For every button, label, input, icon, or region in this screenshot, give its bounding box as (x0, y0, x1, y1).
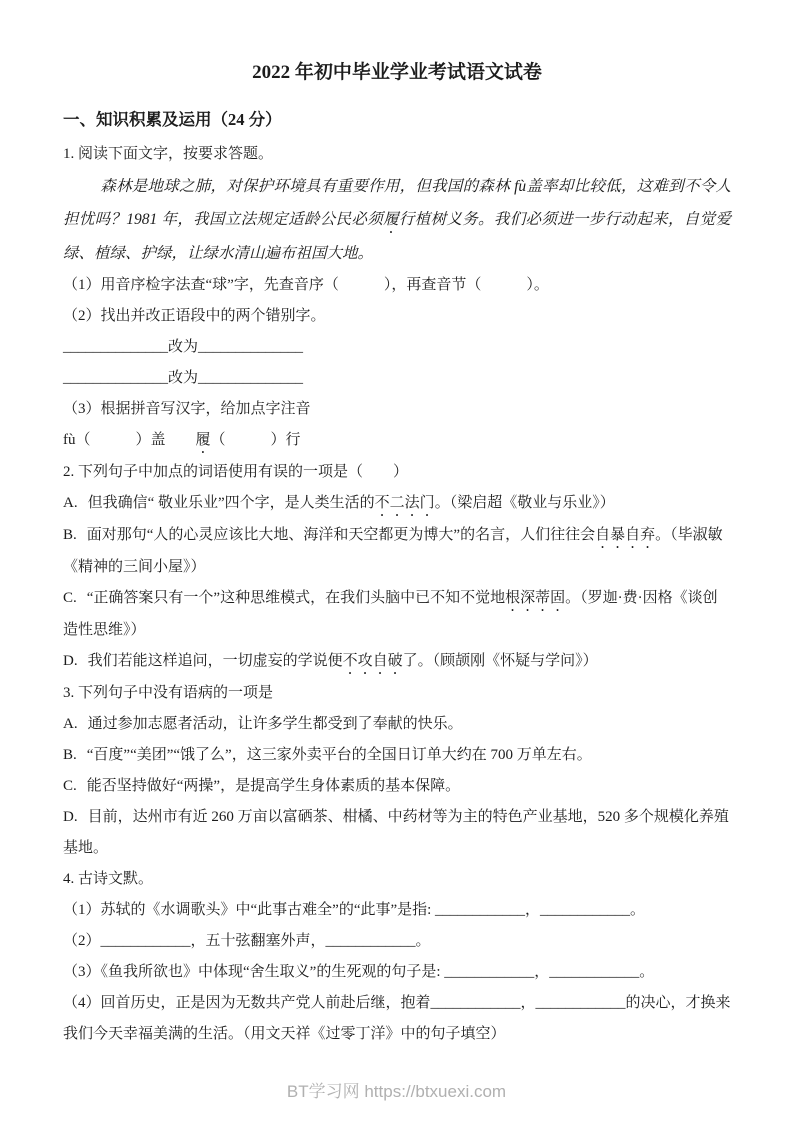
q3-option-b (63, 740, 731, 771)
q1-sub2: （2）找出并改正语段中的两个错别字。 (63, 308, 326, 324)
q2-option-d-pre: 我们若能这样追问，一切虚妄的学说便 (87, 653, 343, 669)
q1-passage-seg2: 行植树义务。我们必须进一步行动起来，自觉爱绿、植绿、护绿，让绿水清山遍布祖国大地。 (63, 211, 731, 262)
q2-option-a-emph: 不二法门 (374, 495, 435, 511)
q1-sub3: （3）根据拼音写汉字，给加点字注音 (63, 401, 311, 417)
q1-sub1: （1）用音序检字法查“球”字，先查音序（ ），再查音节（ ）。 (63, 277, 549, 293)
q2-option-b-post: 。（毕淑敏《精神的三间小屋》） (63, 527, 723, 575)
q2-option-b-label: B. (63, 527, 77, 543)
q1-blank-1b: ______________ (198, 339, 304, 355)
q2-option-a (63, 488, 731, 520)
q3-option-b-text: “百度”“美团”“饿了么”，这三家外卖平台的全国日订单大约在 700 万单左右。 (86, 747, 592, 763)
q3-option-c-label: C. (63, 778, 77, 794)
q1-pinyin-emphasized-char: 履 (195, 432, 211, 448)
q1-stem: 1. 阅读下面文字，按要求答题。 (63, 146, 274, 162)
exam-content (63, 58, 731, 1050)
q1-pinyin-seg1: fù（ ）盖 (63, 432, 196, 448)
q3-option-c (63, 771, 731, 802)
q1-pinyin-row (63, 425, 731, 457)
q3-option-d-text: 目前，达州市有近 260 万亩以富硒茶、柑橘、中药材等为主的特色产业基地，520 多个规模化养殖基地。 (63, 809, 729, 856)
q2-option-a-post: 。（梁启超《敬业与乐业》） (434, 495, 615, 511)
q3-option-d (63, 802, 731, 864)
q1-passage (63, 170, 731, 270)
q2-option-c-pre: “正确答案只有一个”这种思维模式，在我们头脑中已不知不觉地 (86, 590, 506, 606)
q2-option-c-emph: 根深蒂固 (505, 590, 566, 606)
section-heading: 一、知识积累及运用（24 分） (63, 110, 282, 129)
q3-option-a-text: 通过参加志愿者活动，让许多学生都受到了奉献的快乐。 (87, 716, 463, 732)
q2-option-d-post: 了。（顾颉刚《怀疑与学问》） (402, 653, 598, 669)
q1-passage-emphasized-char: 履 (383, 211, 399, 228)
q2-option-a-pre: 但我确信“ 敬业乐业”四个字，是人类生活的 (87, 495, 375, 511)
q1-passage-seg1: 森林是地球之肺，对保护环境具有重要作用，但我国的森林 fù盖率却比较低，这难到不令人担忧吗？1981 年，我国立法规定适龄公民必须 (63, 178, 731, 228)
watermark: BT学习网 https://btxuexi.com (286, 1082, 507, 1101)
q1-blank-row-1 (63, 332, 731, 363)
q2-option-d (63, 646, 731, 678)
q3-option-a-label: A. (63, 716, 78, 732)
q1-blank-1a: ______________ (63, 339, 168, 355)
q2-option-d-label: D. (63, 653, 78, 669)
q4-sub-1: （1）苏轼的《水调歌头》中“此事古难全”的“此事”是指: ____________，____________。 (63, 902, 646, 918)
q3-option-c-text: 能否坚持做好“两操”，是提高学生身体素质的基本保障。 (86, 778, 461, 794)
q2-option-c-label: C. (63, 590, 77, 606)
page-title: 2022 年初中毕业学业考试语文试卷 (252, 62, 542, 83)
q2-option-d-emph: 不攻自破 (342, 653, 403, 669)
q4-sub-2: （2）____________，五十弦翻塞外声，____________。 (63, 933, 431, 949)
q2-option-b (63, 520, 731, 583)
q3-option-b-label: B. (63, 747, 77, 763)
q1-pinyin-seg2: （ ）行 (210, 432, 301, 448)
q1-blank-row-1-label: 改为 (168, 339, 199, 355)
q2-stem: 2. 下列句子中加点的词语使用有误的一项是（ ） (63, 464, 409, 480)
q2-option-c-post: 。（罗迦·费·因格《谈创造性思维》） (63, 590, 718, 638)
q4-stem: 4. 古诗文默。 (63, 871, 154, 887)
q1-blank-2a: ______________ (63, 370, 168, 386)
q2-option-b-pre: 面对那句“人的心灵应该比大地、海洋和天空都更为博大”的名言，人们往往会 (86, 527, 596, 543)
q4-sub-4: （4）回首历史，正是因为无数共产党人前赴后继，抱着____________，____________的决心，才换来我们今天幸福美满的生活。（用文天祥《过零丁洋》中的句子填空） (63, 995, 731, 1042)
q2-option-b-emph: 自暴自弃 (595, 527, 656, 543)
q1-blank-2b: ______________ (198, 370, 304, 386)
q3-option-d-label: D. (63, 809, 78, 825)
q2-option-c (63, 583, 731, 646)
q4-sub-3: （3）《鱼我所欲也》中体现“舍生取义”的生死观的句子是: ____________，____________。 (63, 964, 655, 980)
q2-option-a-label: A. (63, 495, 78, 511)
q3-stem: 3. 下列句子中没有语病的一项是 (63, 685, 274, 701)
q1-blank-row-2-label: 改为 (168, 370, 199, 386)
q3-option-a (63, 709, 731, 740)
q1-blank-row-2 (63, 363, 731, 394)
